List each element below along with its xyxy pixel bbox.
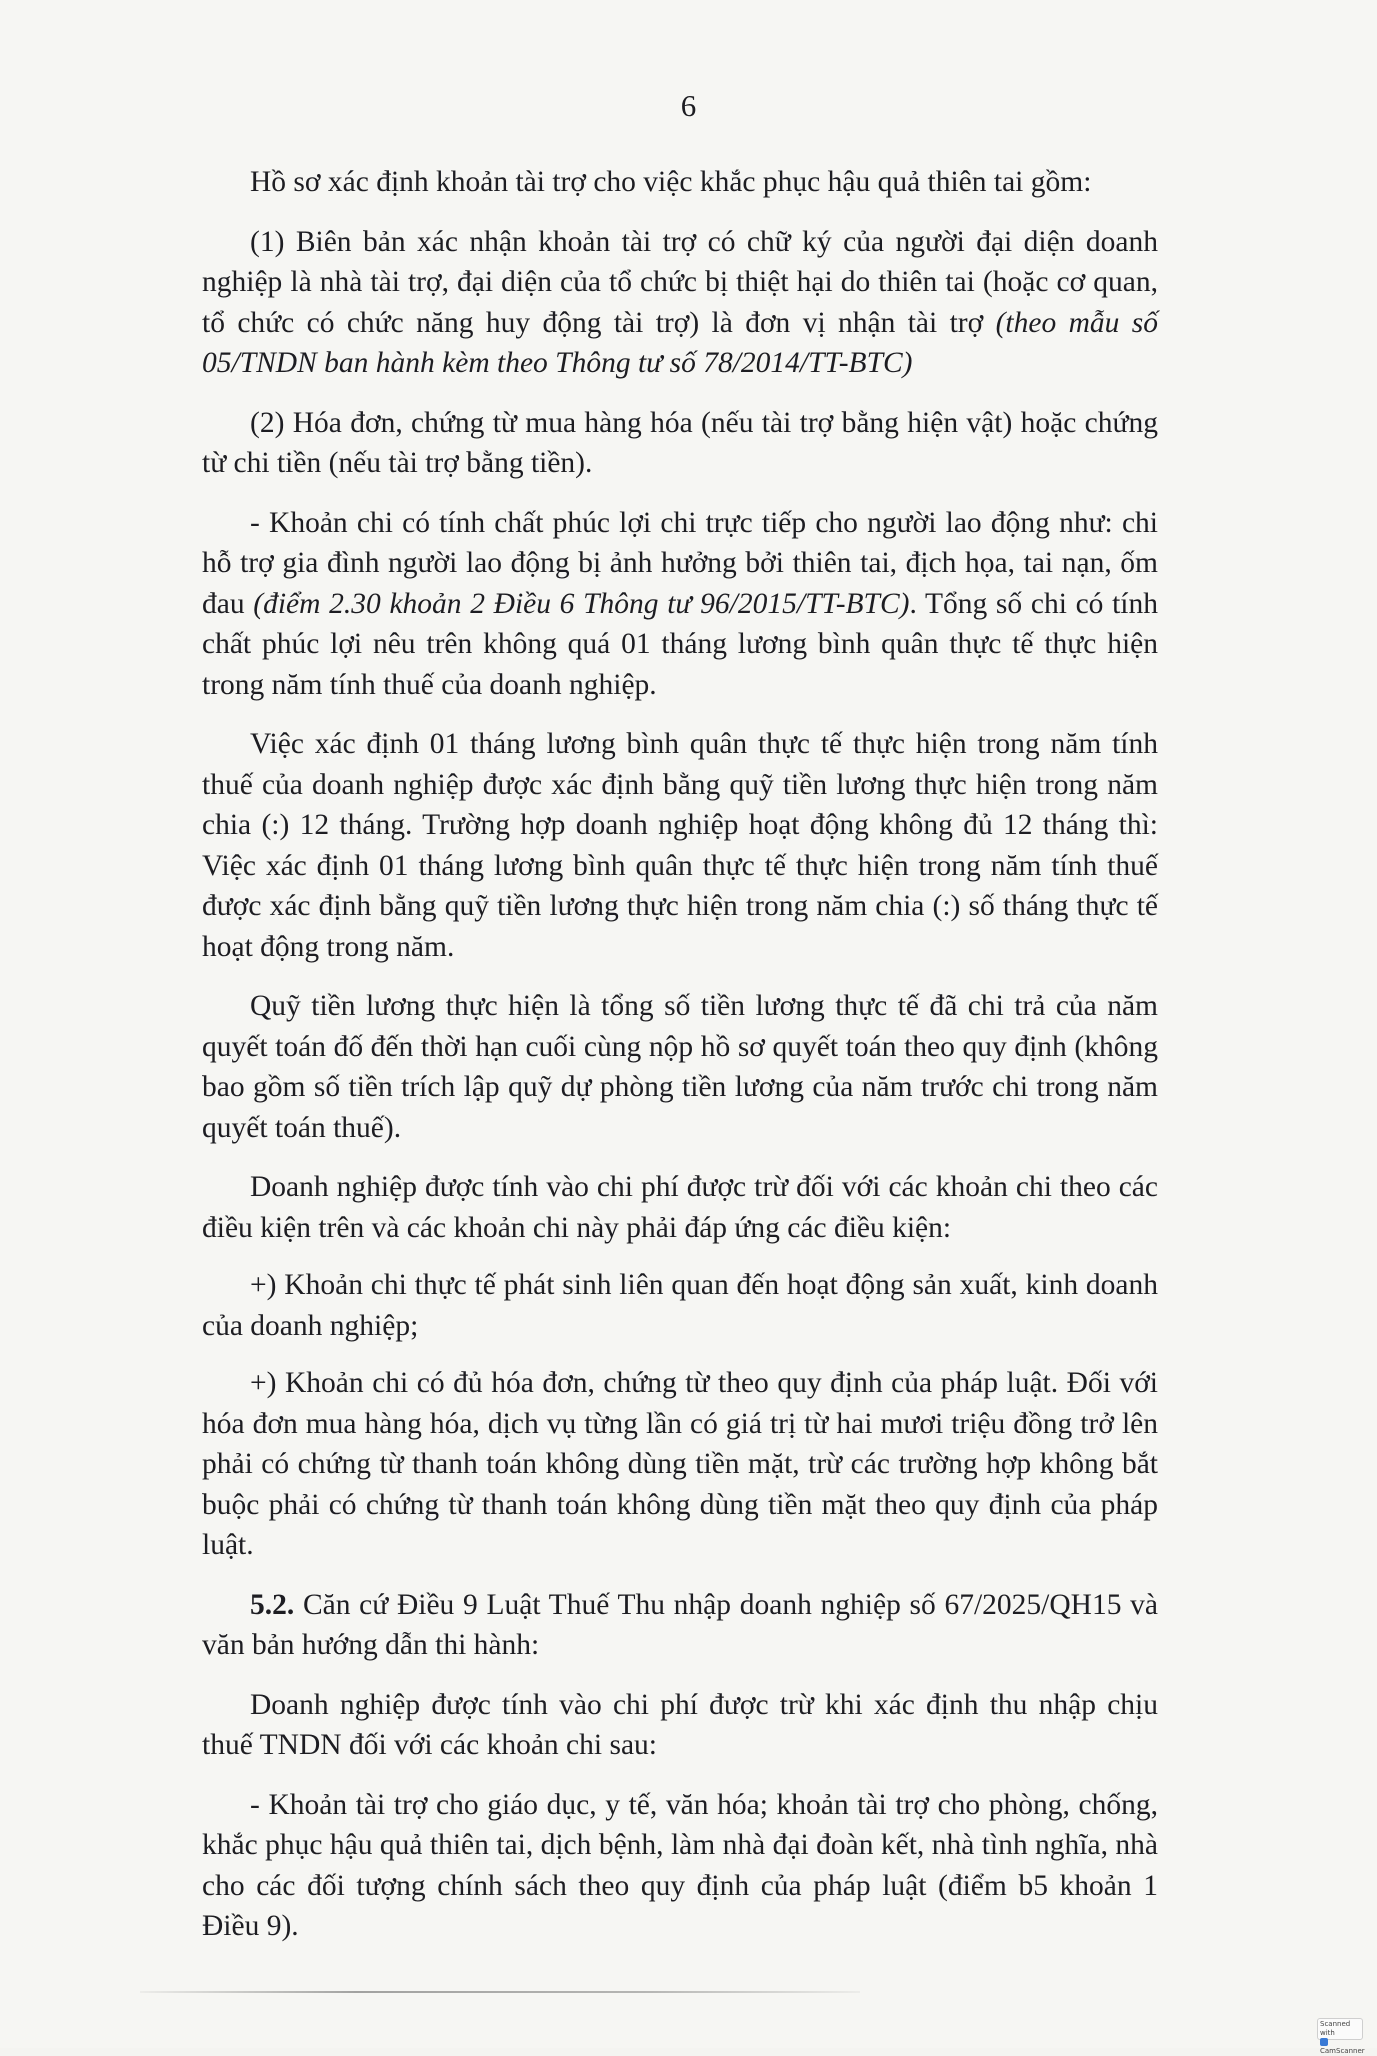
page-bottom-rule xyxy=(140,1991,860,1993)
paragraph-text: Doanh nghiệp được tính vào chi phí được trừ khi xác định thu nhập chịu thuế TNDN đối với các khoản chi sau: xyxy=(202,1688,1158,1761)
section-number: 5.2. xyxy=(250,1588,295,1621)
paragraph-text: - Khoản tài trợ cho giáo dục, y tế, văn hóa; khoản tài trợ cho phòng, chống, khắc phục hậu quả thiên tai, dịch bệnh, làm nhà đại đoàn kết, nhà tình nghĩa, nhà cho các đối tượng chính sách theo quy định của pháp luật (điểm b5 khoản 1 Điều 9). xyxy=(202,1788,1158,1942)
legal-reference: (theo mẫu số 05/TNDN ban hành kèm theo Thông tư số 78/2014/TT-BTC) xyxy=(202,306,1158,379)
paragraph-text: Quỹ tiền lương thực hiện là tổng số tiền lương thực tế đã chi trả của năm quyết toán đố đến thời hạn cuối cùng nộp hồ sơ quyết toán theo quy định (không bao gồm số tiền trích lập quỹ dự phòng tiền lương của năm trước chi trong năm quyết toán thuế). xyxy=(202,990,1158,1144)
paragraph-text: . Tổng số chi có tính chất phúc lợi nêu trên không quá 01 tháng lương bình quân thực tế thực hiện trong năm tính thuế của doanh nghiệp. xyxy=(202,587,1158,701)
paragraph-salary-fund xyxy=(202,986,1158,1148)
paragraph-condition-2 xyxy=(202,1363,1158,1566)
document-body xyxy=(202,162,1158,1966)
paragraph-dossier-intro xyxy=(202,162,1158,203)
paragraph-text: Doanh nghiệp được tính vào chi phí được trừ đối với các khoản chi theo các điều kiện trên và các khoản chi này phải đáp ứng các điều kiện: xyxy=(202,1171,1158,1244)
paragraph-text: +) Khoản chi có đủ hóa đơn, chứng từ theo quy định của pháp luật. Đối với hóa đơn mua hàng hóa, dịch vụ từng lần có giá trị từ hai mươi triệu đồng trở lên phải có chứng từ thanh toán không dùng tiền mặt, trừ các trường hợp không bắt buộc phải có chứng từ thanh toán không dùng tiền mặt theo quy định của pháp luật. xyxy=(202,1367,1158,1561)
paragraph-text: Hồ sơ xác định khoản tài trợ cho việc khắc phục hậu quả thiên tai gồm: xyxy=(250,166,1092,198)
paragraph-sponsorship-item xyxy=(202,1785,1158,1947)
paragraph-welfare-expense xyxy=(202,503,1158,706)
legal-reference: (điểm 2.30 khoản 2 Điều 6 Thông tư 96/2015/TT-BTC) xyxy=(253,587,910,620)
paragraph-condition-1 xyxy=(202,1265,1158,1346)
paragraph-text: Căn cứ Điều 9 Luật Thuế Thu nhập doanh nghiệp số 67/2025/QH15 và văn bản hướng dẫn thi hành: xyxy=(202,1588,1158,1661)
paragraph-item-2 xyxy=(202,403,1158,484)
paragraph-text: (1) Biên bản xác nhận khoản tài trợ có chữ ký của người đại diện doanh nghiệp là nhà tài trợ, đại diện của tổ chức bị thiệt hại do thiên tai (hoặc cơ quan, tổ chức có chức năng huy động tài trợ) là đơn vị nhận tài trợ xyxy=(202,225,1158,339)
page-number: 6 xyxy=(680,88,697,123)
paragraph-text: (2) Hóa đơn, chứng từ mua hàng hóa (nếu tài trợ bằng hiện vật) hoặc chứng từ chi tiền (nếu tài trợ bằng tiền). xyxy=(202,406,1158,479)
paragraph-text: Việc xác định 01 tháng lương bình quân thực tế thực hiện trong năm tính thuế của doanh nghiệp được xác định bằng quỹ tiền lương thực hiện trong năm chia (:) 12 tháng. Trường hợp doanh nghiệp hoạt động không đủ 12 tháng thì: Việc xác định 01 tháng lương bình quân thực tế thực hiện trong năm tính thuế được xác định bằng quỹ tiền lương thực hiện trong năm chia (:) số tháng thực tế hoạt động trong năm. xyxy=(202,728,1158,963)
paragraph-section-5-2 xyxy=(202,1585,1158,1666)
scanner-badge xyxy=(1317,2018,1365,2055)
camscanner-logo-icon xyxy=(1320,2038,1328,2046)
paragraph-text: +) Khoản chi thực tế phát sinh liên quan đến hoạt động sản xuất, kinh doanh của doanh nghiệp; xyxy=(202,1269,1158,1342)
paragraph-text: - Khoản chi có tính chất phúc lợi chi trực tiếp cho người lao động như: chi hỗ trợ gia đình người lao động bị ảnh hưởng bởi thiên tai, địch họa, tai nạn, ốm đau xyxy=(202,506,1158,620)
paragraph-deductible-list-intro xyxy=(202,1685,1158,1766)
scanner-badge-line1: Scanned with xyxy=(1320,2020,1351,2037)
scanner-badge-line2: CamScanner xyxy=(1320,2047,1365,2055)
paragraph-item-1 xyxy=(202,222,1158,384)
paragraph-deductible-conditions xyxy=(202,1167,1158,1248)
paragraph-average-salary xyxy=(202,724,1158,967)
